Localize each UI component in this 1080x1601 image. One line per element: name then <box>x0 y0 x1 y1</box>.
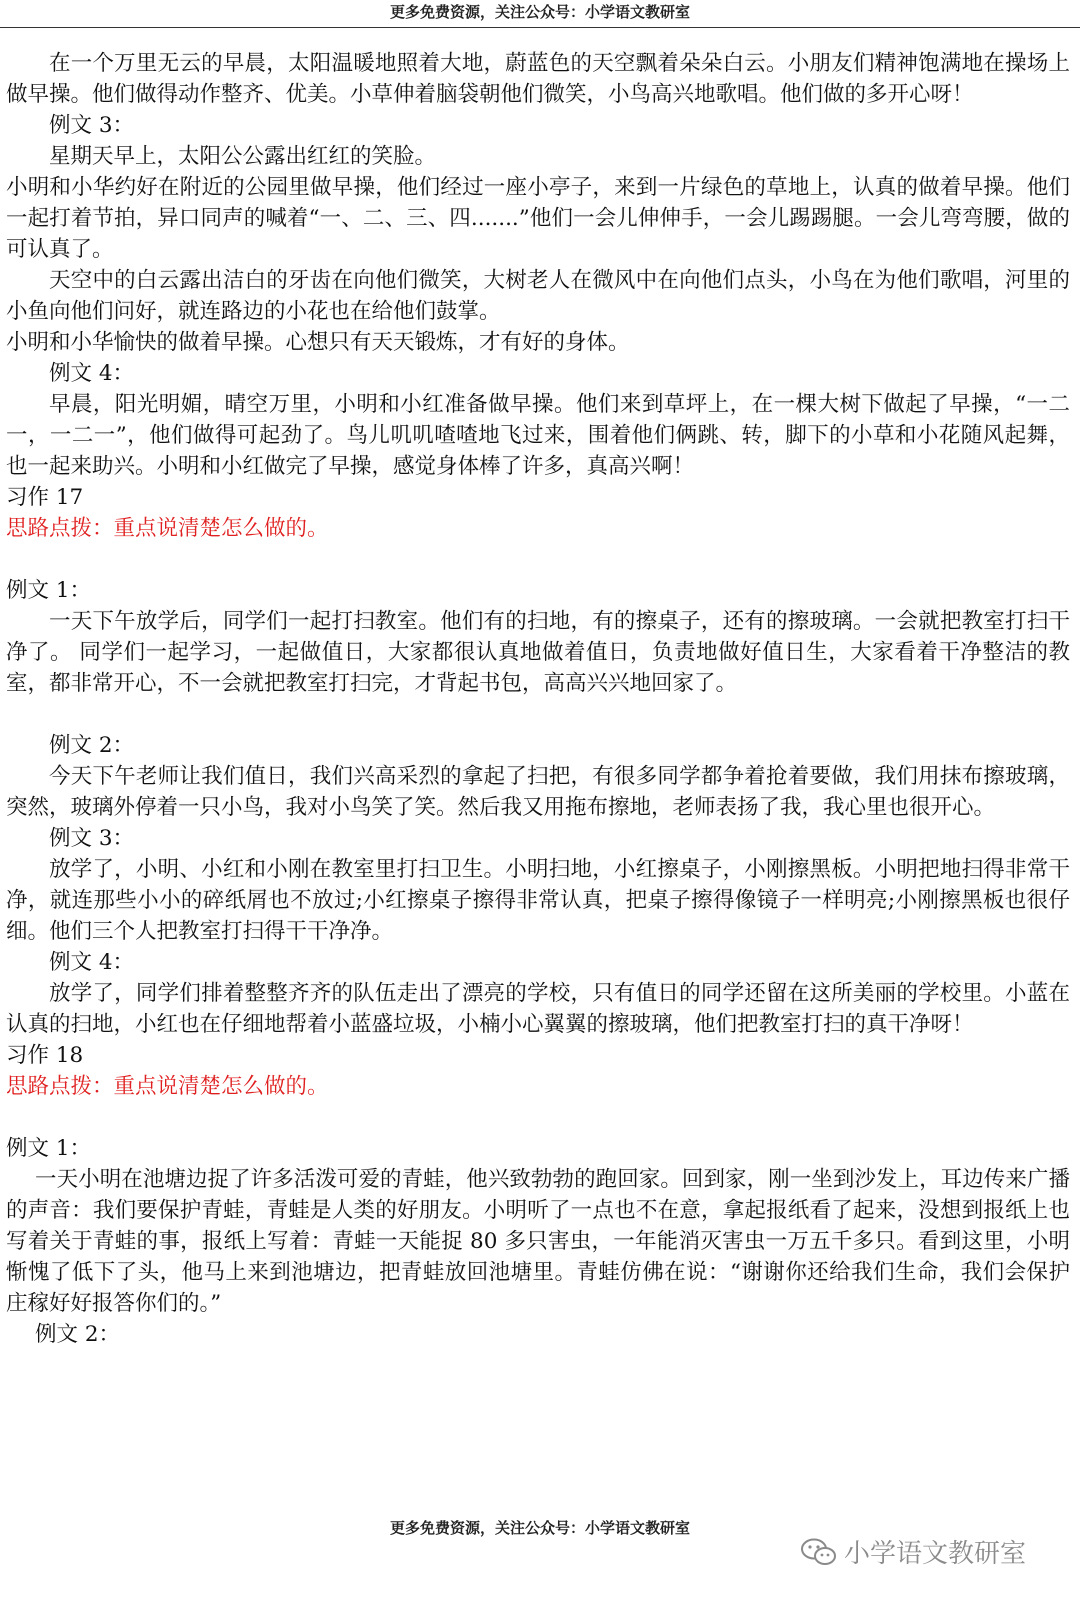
paragraph: 放学了，同学们排着整整齐齐的队伍走出了漂亮的学校，只有值日的同学还留在这所美丽的学校里。小蓝在认真的扫地，小红也在仔细地帮着小蓝盛垃圾，小楠小心翼翼的擦玻璃，他们把教室打扫的真干净呀！ <box>6 981 1070 1037</box>
section-heading: 习作 17 <box>6 485 84 510</box>
example-heading: 例文 1： <box>6 578 92 603</box>
paragraph: 一天下午放学后，同学们一起打扫教室。他们有的扫地，有的擦桌子，还有的擦玻璃。一会就把教室打扫干净了。 同学们一起学习，一起做值日，大家都很认真地做着值日，负责地做好值日生，大家看着干净整洁的教室，都非常开心，不一会就把教室打扫完，才背起书包，高高兴兴地回家了。 <box>6 609 1070 696</box>
example-heading: 例文 3： <box>49 826 135 851</box>
tip-text: 思路点拨：重点说清楚怎么做的。 <box>6 516 329 541</box>
watermark <box>800 1533 1026 1570</box>
example-heading: 例文 1： <box>6 1136 92 1161</box>
paragraph: 小明和小华愉快的做着早操。心想只有天天锻炼，才有好的身体。 <box>6 330 630 355</box>
spacer <box>6 699 1070 730</box>
spacer <box>6 1102 1070 1133</box>
paragraph: 放学了，小明、小红和小刚在教室里打扫卫生。小明扫地，小红擦桌子，小刚擦黑板。小明把地扫得非常干净，就连那些小小的碎纸屑也不放过;小红擦桌子擦得非常认真，把桌子擦得像镜子一样明亮;小刚擦黑板也很仔细。他们三个人把教室打扫得干干净净。 <box>6 857 1070 944</box>
wechat-icon <box>800 1537 838 1567</box>
paragraph: 在一个万里无云的早晨，太阳温暖地照着大地，蔚蓝色的天空飘着朵朵白云。小朋友们精神饱满地在操场上做早操。他们做得动作整齐、优美。小草伸着脑袋朝他们微笑，小鸟高兴地歌唱。他们做的多开心呀！ <box>6 51 1070 107</box>
page-header: 更多免费资源，关注公众号：小学语文教研室 <box>0 0 1080 28</box>
tip-text: 思路点拨：重点说清楚怎么做的。 <box>6 1074 329 1099</box>
example-heading: 例文 2： <box>49 733 135 758</box>
watermark-text: 小学语文教研室 <box>844 1539 1027 1569</box>
paragraph: 小明和小华约好在附近的公园里做早操，他们经过一座小亭子，来到一片绿色的草地上，认真的做着早操。他们一起打着节拍，异口同声的喊着“一、二、三、四.......”他们一会儿伸伸手，一会儿踢踢腿。一会儿弯弯腰，做的可认真了。 <box>6 175 1070 262</box>
example-heading: 例文 4： <box>49 950 135 975</box>
paragraph: 星期天早上，太阳公公露出红红的笑脸。 <box>49 144 437 169</box>
section-heading: 习作 18 <box>6 1043 84 1068</box>
page-footer: 更多免费资源，关注公众号：小学语文教研室 <box>389 1519 690 1537</box>
example-heading: 例文 4： <box>49 361 135 386</box>
example-heading: 例文 2： <box>35 1322 121 1347</box>
paragraph: 早晨，阳光明媚，晴空万里，小明和小红准备做早操。他们来到草坪上，在一棵大树下做起了早操，“一二一，一二一”，他们做得可起劲了。鸟儿叽叽喳喳地飞过来，围着他们俩跳、转，脚下的小草和小花随风起舞，也一起来助兴。小明和小红做完了早操，感觉身体棒了许多，真高兴啊！ <box>6 392 1070 479</box>
example-heading: 例文 3： <box>49 113 135 138</box>
spacer <box>6 544 1070 575</box>
document-body <box>6 48 1070 1350</box>
paragraph: 天空中的白云露出洁白的牙齿在向他们微笑，大树老人在微风中在向他们点头，小鸟在为他们歌唱，河里的小鱼向他们问好，就连路边的小花也在给他们鼓掌。 <box>6 268 1070 324</box>
paragraph: 一天小明在池塘边捉了许多活泼可爱的青蛙，他兴致勃勃的跑回家。回到家，刚一坐到沙发上，耳边传来广播的声音：我们要保护青蛙，青蛙是人类的好朋友。小明听了一点也不在意，拿起报纸看了起来，没想到报纸上也写着关于青蛙的事，报纸上写着：青蛙一天能捉 80 多只害虫，一年能消灭害虫一万五千多只。看到这里，小明惭愧了低下了头，他马上来到池塘边，把青蛙放回池塘里。青蛙仿佛在说：“谢谢你还给我们生命，我们会保护庄稼好好报答你们的。” <box>6 1167 1070 1316</box>
paragraph: 今天下午老师让我们值日，我们兴高采烈的拿起了扫把，有很多同学都争着抢着要做，我们用抹布擦玻璃，突然，玻璃外停着一只小鸟，我对小鸟笑了笑。然后我又用拖布擦地，老师表扬了我，我心里也很开心。 <box>6 764 1070 820</box>
